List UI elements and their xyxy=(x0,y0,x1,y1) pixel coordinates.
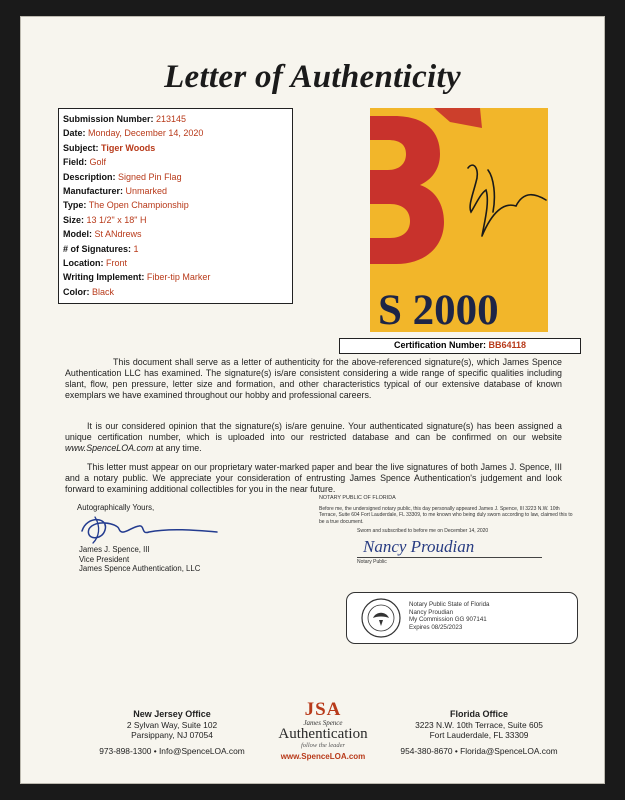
detail-row: Subject: Tiger Woods xyxy=(63,142,156,153)
office-line: Fort Lauderdale, FL 33309 xyxy=(429,730,529,741)
office-heading: Florida Office xyxy=(449,709,508,719)
office-line: 2 Sylvan Way, Suite 102 xyxy=(126,719,218,730)
item-photo xyxy=(370,108,548,332)
stamp-line: Nancy Proudian xyxy=(409,608,454,616)
detail-row: Location: Front xyxy=(63,258,128,269)
detail-row: Submission Number: 213145 xyxy=(63,114,187,124)
office-contact: 954-380-8670 • Florida@SpenceLOA.com xyxy=(400,745,558,756)
jsa-logo xyxy=(269,701,377,763)
notary-signature: Nancy Proudian xyxy=(363,536,475,556)
office-heading: New Jersey Office xyxy=(133,709,211,719)
stamp-line: Expires 08/25/2023 xyxy=(409,623,463,631)
page-title: Letter of Authenticity xyxy=(164,59,461,95)
detail-row: Date: Monday, December 14, 2020 xyxy=(63,128,204,139)
logo-url[interactable]: www.SpenceLOA.com xyxy=(280,752,366,761)
cert-number: BB64118 xyxy=(488,340,527,350)
detail-row: Manufacturer: Unmarked xyxy=(63,186,168,197)
paragraph-3: This letter must appear on our proprietary water-marked paper and bear the live signatures of both James J. Spence, III and a notary public. We appreciate your consideration of entrusting James Spence Authentication's judgement and look forward to examining additional collectibles for you in the near future. xyxy=(65,462,562,495)
paragraph-1: This document shall serve as a letter of authenticity for the above-referenced signature(s), which James Spence Authentication LLC has examined. The signature(s) is/are consistent considering a wide range of specific qualities including slant, flow, pen pressure, letter size and formation, and other characteristics typical of our extensive database of known exemplars we have examined throughout our hobby and professional careers. xyxy=(65,357,562,401)
detail-row: Size: 13 1/2" x 18" H xyxy=(63,214,147,225)
footer-left xyxy=(77,709,267,756)
stamp-line: My Commission GG 907141 xyxy=(409,616,487,624)
notary-body: Before me, the undersigned notary public, this day personally appeared James J. Spence, III 3223 N.W. 10th Terrace, Suite 604 Fort Lauderdale, FL 33309, to me known who being duly sworn according to law, claimed this to be a true document. xyxy=(319,505,573,525)
detail-row: Model: St ANdrews xyxy=(63,229,142,240)
detail-row: Field: Golf xyxy=(63,157,107,168)
logo-word: Authentication xyxy=(278,726,368,742)
notary-heading: NOTARY PUBLIC OF FLORIDA xyxy=(319,495,396,501)
signer-role: Vice President xyxy=(79,554,130,564)
footer-right xyxy=(379,709,579,756)
signer-block xyxy=(77,503,297,574)
detail-row: Description: Signed Pin Flag xyxy=(63,171,182,182)
stamp-line: Notary Public State of Florida xyxy=(409,601,490,608)
notary-sworn: Sworn and subscribed to before me on December 14, 2020 xyxy=(357,528,489,534)
closing-text: Autographically Yours, xyxy=(77,503,155,512)
logo-tagline: follow the leader xyxy=(300,742,346,749)
office-line: 3223 N.W. 10th Terrace, Suite 605 xyxy=(415,719,543,730)
detail-row: Type: The Open Championship xyxy=(63,200,189,211)
detail-row: # of Signatures: 1 xyxy=(63,243,139,254)
cert-label: Certification Number: xyxy=(393,340,486,350)
letter-page xyxy=(20,16,605,784)
flag-text: S 2000 xyxy=(378,287,499,332)
signer-company: James Spence Authentication, LLC xyxy=(79,564,201,574)
office-contact: 973-898-1300 • Info@SpenceLOA.com xyxy=(99,745,245,756)
detail-row: Writing Implement: Fiber-tip Marker xyxy=(63,272,211,283)
spence-signature xyxy=(77,513,227,545)
details-box xyxy=(58,108,293,304)
certification-box xyxy=(339,338,581,354)
notary-stamp xyxy=(346,592,578,644)
signer-name: James J. Spence, III xyxy=(79,545,150,554)
logo-sub: James Spence xyxy=(303,719,343,727)
office-line: Parsippany, NJ 07054 xyxy=(131,730,213,741)
notary-label: Notary Public xyxy=(357,557,542,566)
paragraph-2: It is our considered opinion that the signature(s) is/are genuine. Your authenticated signature(s) has been assigned a unique certification number, which is uploaded into our restricted database and can be confirmed on our website www.SpenceLOA.com at any time. xyxy=(65,421,562,454)
notary-seal-icon xyxy=(357,596,405,640)
logo-mark: JSA xyxy=(304,699,342,720)
detail-row: Color: Black xyxy=(63,286,115,297)
pin-flag-image xyxy=(370,108,548,332)
notary-block xyxy=(319,495,574,565)
website-link[interactable]: www.SpenceLOA.com xyxy=(65,443,154,454)
